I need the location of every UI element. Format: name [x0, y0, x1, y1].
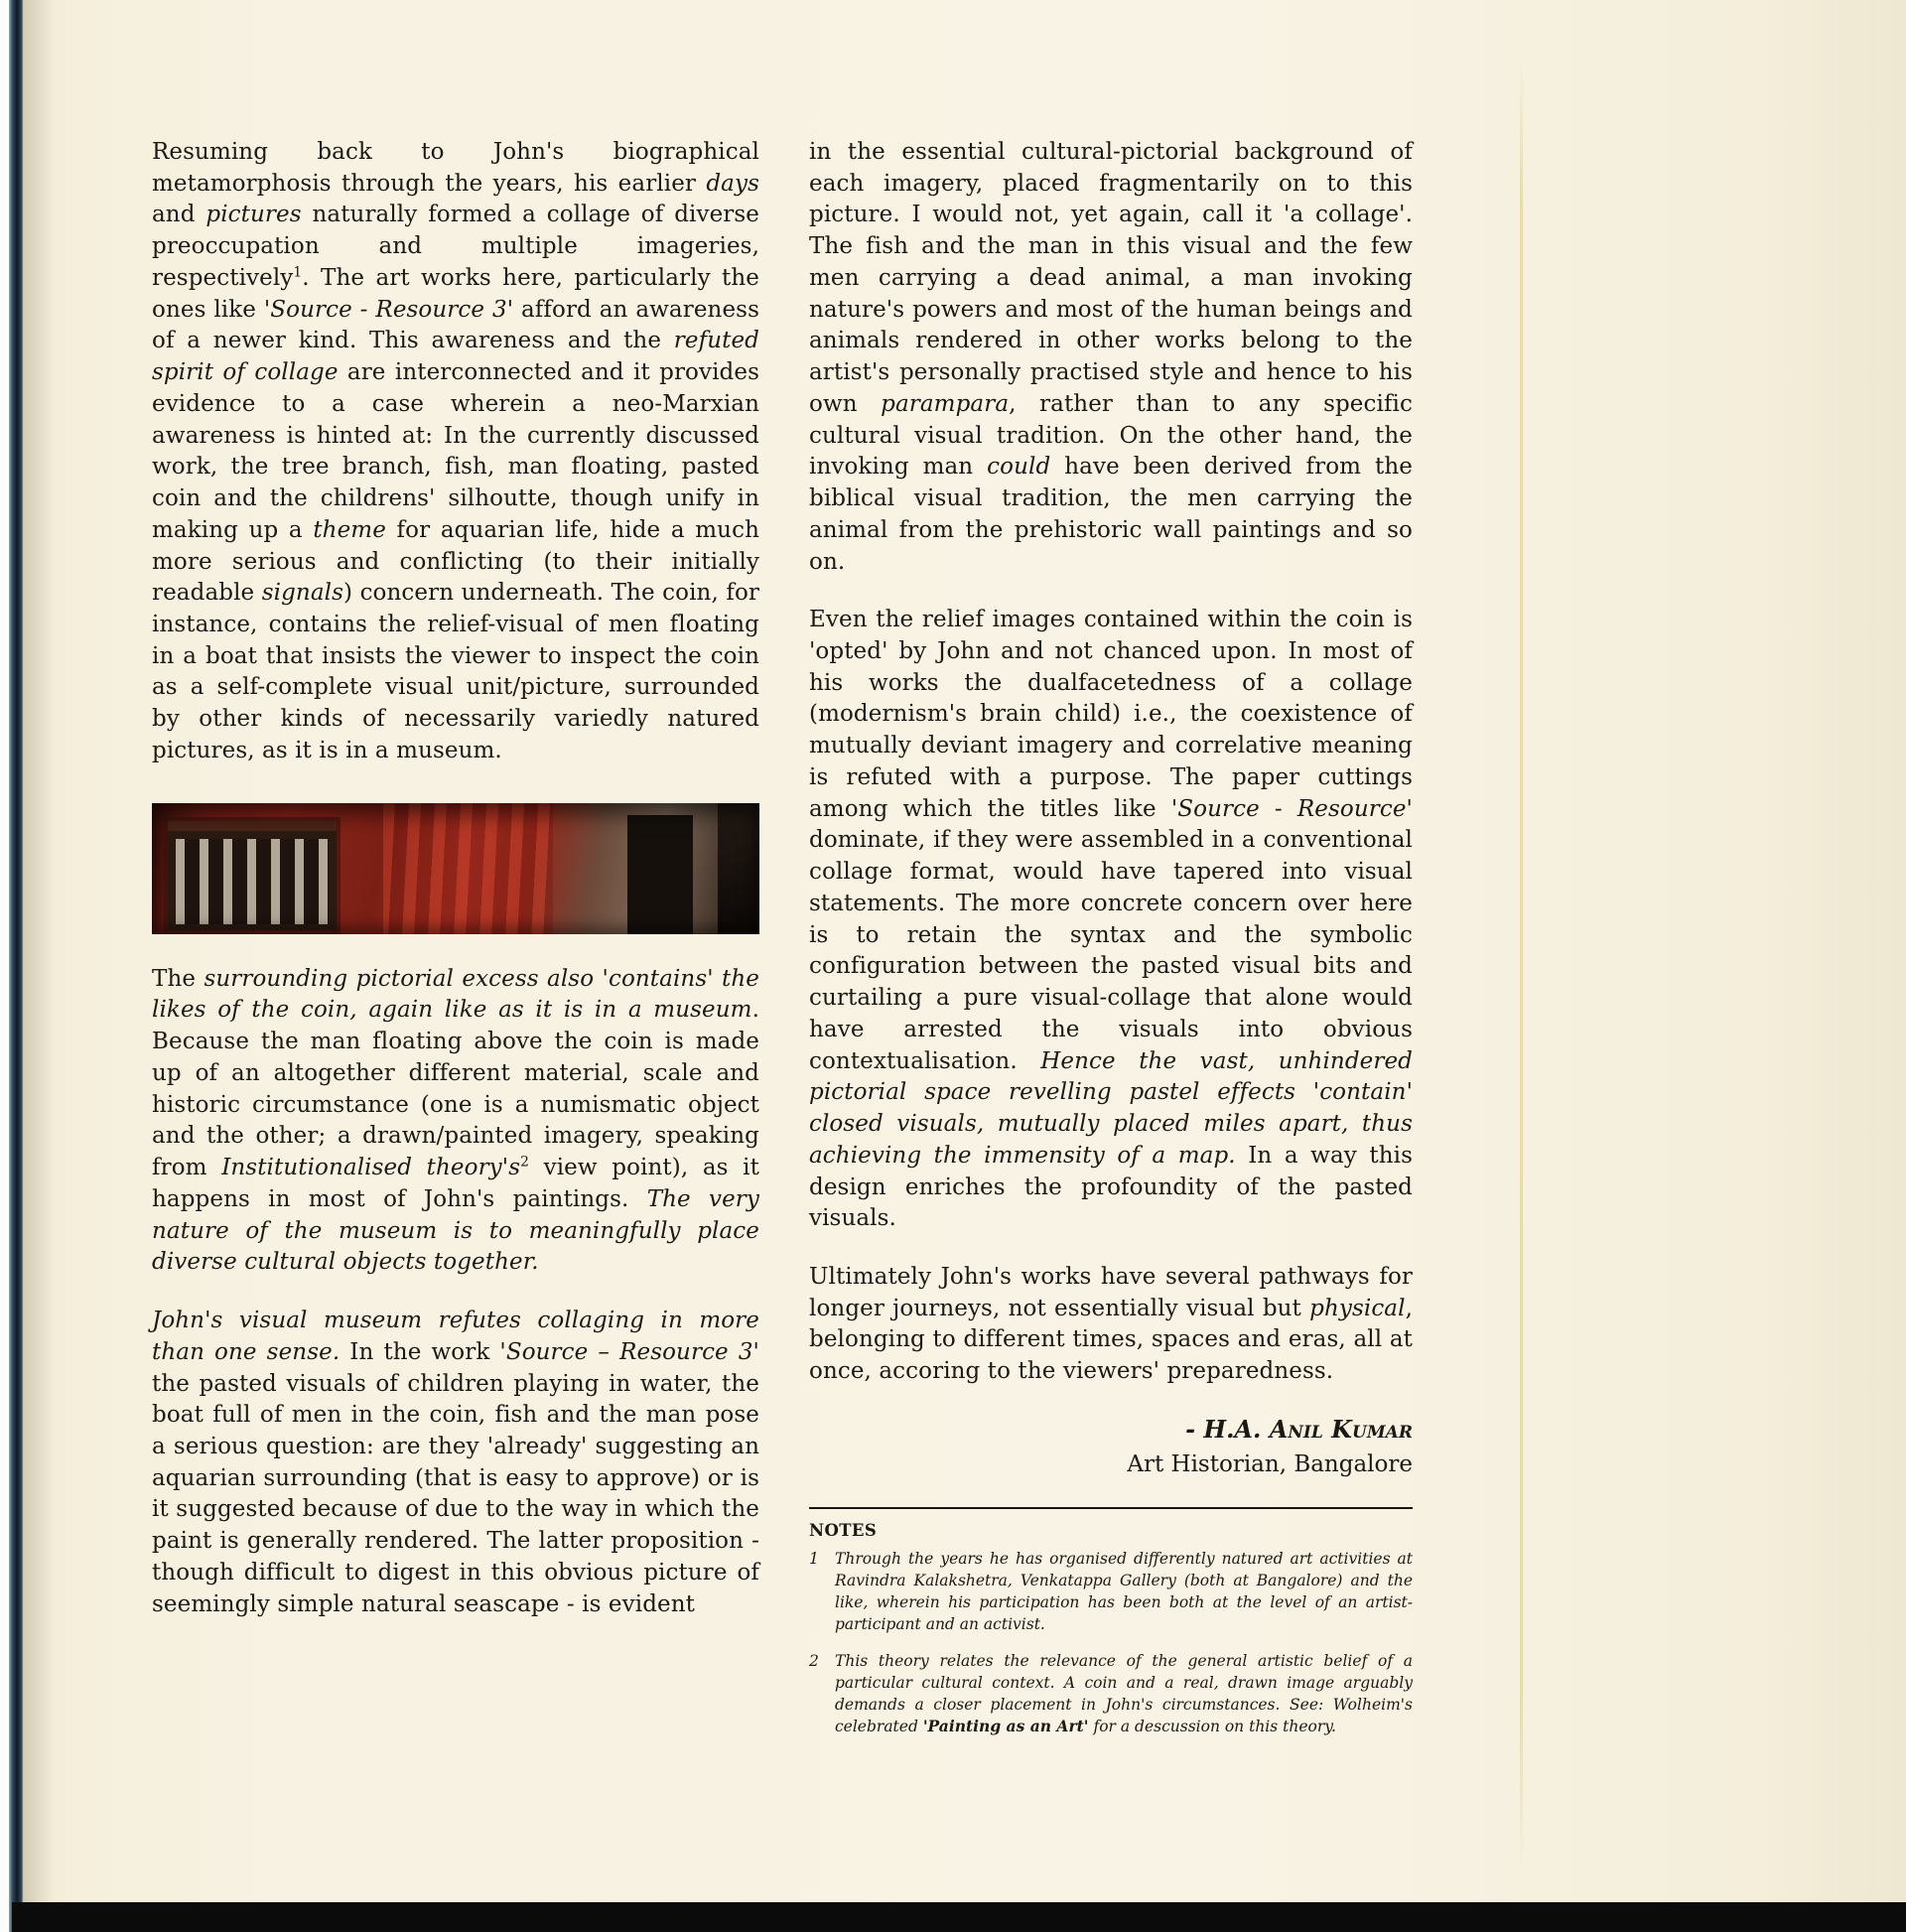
artwork-vignette — [152, 803, 759, 934]
paragraph: Ultimately John's works have several pathways for longer journeys, not essentially visual but physical, belonging to different times, spaces and eras, all at once, accoring to the viewers' preparedness. — [809, 1263, 1413, 1385]
footnote-number: 1 — [809, 1549, 819, 1568]
author-name: - H.A. Anil Kumar — [1185, 1414, 1413, 1444]
footnote-text: Through the years he has organised differently natured art activities at Ravindra Kalakshetra, Venkatappa Gallery (both at Bangalore) and the like, wherein his participation has been both at the level of an artist-participant and an activist. — [835, 1549, 1413, 1633]
binding-shadow — [24, 0, 54, 1932]
author-signature — [809, 1415, 1413, 1477]
footnote-text: This theory relates the relevance of the general artistic belief of a particular cultural context. A coin and a real, drawn image arguably demands a closer placement in John's circumstances. See: Wolheim's celebrated 'Painting as an Art' for a descussion on this theory. — [835, 1651, 1413, 1735]
footnote-number: 2 — [809, 1651, 819, 1670]
page-left-margin — [0, 0, 9, 1932]
artwork-detail-image — [152, 803, 759, 934]
notes-section — [809, 1521, 1413, 1737]
left-column — [152, 137, 759, 1752]
notes-divider — [809, 1507, 1413, 1509]
notes-heading: NOTES — [809, 1520, 878, 1540]
book-binding-edge — [9, 0, 24, 1932]
footnote — [809, 1548, 1413, 1635]
paragraph: John's visual museum refutes collaging in more than one sense. In the work 'Source – Resource 3' the pasted visuals of children playing in water, the boat full of men in the coin, fish and the man pose a serious question: are they 'already' suggesting an aquarian surrounding (that is easy to approve) or is it suggested because of due to the way in which the paint is generally rendered. The latter proposition - though difficult to digest in this obvious picture of seemingly simple natural seascape - is evident — [152, 1308, 759, 1617]
paragraph: Resuming back to John's biographical metamorphosis through the years, his earlier days and pictures naturally formed a collage of diverse preoccupation and multiple imageries, respectively$^1$. The art works here, particularly the ones like 'Source - Resource 3' afford an awareness of a newer kind. This awareness and the refuted spirit of collage are interconnected and it provides evidence to a case wherein a neo-Marxian awareness is hinted at: In the currently discussed work, the tree branch, fish, man floating, pasted coin and the childrens' silhoutte, though unify in making up a theme for aquarian life, hide a much more serious and conflicting (to their initially readable signals) concern underneath. The coin, for instance, contains the relief-visual of men floating in a boat that insists the viewer to inspect the coin as a self-complete visual unit/picture, surrounded by other kinds of necessarily variedly natured pictures, as it is in a museum. — [152, 139, 759, 763]
right-column — [809, 137, 1413, 1752]
paragraph: Even the relief images contained within the coin is 'opted' by John and not chanced upon. In most of his works the dualfacetedness of a collage (modernism's brain child) i.e., the coexistence of mutually deviant imagery and correlative meaning is refuted with a purpose. The paper cuttings among which the titles like 'Source - Resource' dominate, if they were assembled in a conventional collage format, would have tapered into visual statements. The more concrete concern over here is to retain the syntax and the symbolic configuration between the pasted visual bits and curtailing a pure visual-collage that alone would have arrested the visuals into obvious contextualisation. Hence the vast, unhindered pictorial space revelling pastel effects 'contain' closed visuals, mutually placed miles apart, thus achieving the immensity of a map. In a way this design enriches the profoundity of the pasted visuals. — [809, 607, 1413, 1232]
paragraph: The surrounding pictorial excess also 'contains' the likes of the coin, again like as it is in a museum. Because the man floating above the coin is made up of an altogether different material, scale and historic circumstance (one is a numismatic object and the other; a drawn/painted imagery, speaking from Institutionalised $theory's^2$ view point), as it happens in most of John's paintings. The very nature of the museum is to meaningfully place diverse cultural objects together. — [152, 965, 759, 1276]
adjacent-page-edge — [1520, 60, 1523, 1876]
article-body — [152, 137, 1413, 1752]
footnote — [809, 1650, 1413, 1737]
scan-bottom-bar — [12, 1902, 1906, 1932]
paragraph: in the essential cultural-pictorial background of each imagery, placed fragmentarily on to this picture. I would not, yet again, call it 'a collage'. The fish and the man in this visual and the few men carrying a dead animal, a man invoking nature's powers and most of the human beings and animals rendered in other works belong to the artist's personally practised style and hence to his own parampara, rather than to any specific cultural visual tradition. On the other hand, the invoking man could have been derived from the biblical visual tradition, the men carrying the animal from the prehistoric wall paintings and so on. — [809, 139, 1413, 575]
author-title: Art Historian, Bangalore — [1127, 1450, 1413, 1477]
